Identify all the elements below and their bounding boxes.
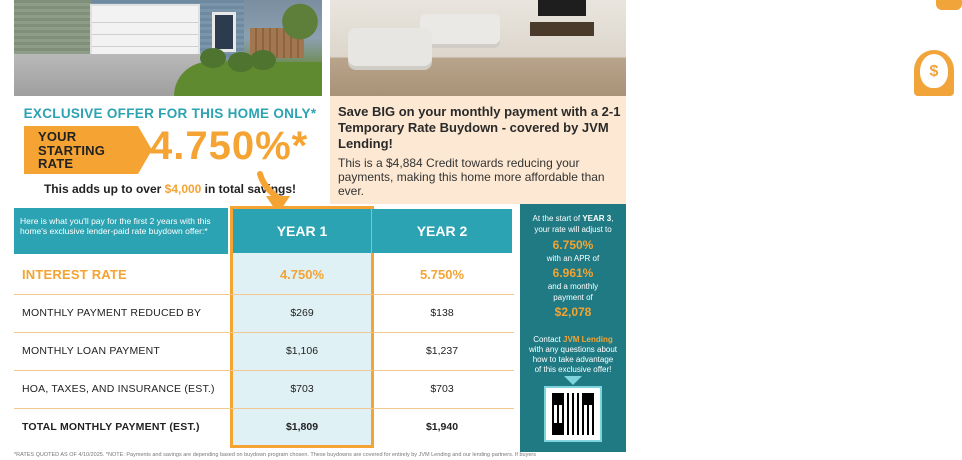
sidebar-line: how to take advantage (532, 355, 614, 364)
row-label: HOA, TAXES, AND INSURANCE (EST.) (22, 383, 215, 395)
sofa (348, 28, 432, 66)
year1-value: $1,106 (285, 345, 319, 357)
offer-heading: EXCLUSIVE OFFER FOR THIS HOME ONLY* (23, 106, 317, 121)
sidebar-apr: 6.961% (552, 266, 594, 280)
rate-label-line: STARTING (38, 142, 106, 158)
table-row-payment-reduced (14, 294, 514, 332)
year2-value: $138 (430, 307, 454, 319)
living-room-photo (330, 0, 939, 96)
sidebar-payment: $2,078 (554, 305, 592, 319)
money-bag-badge (914, 50, 954, 96)
tv (538, 0, 586, 16)
year1-value: $1,809 (285, 421, 319, 433)
year1-header: YEAR 1 (233, 209, 371, 253)
sidebar-intro: At the start of YEAR 3, (532, 214, 614, 223)
year3-sidebar (520, 204, 626, 452)
table-row-hoa-taxes (14, 370, 514, 408)
year1-value: $269 (290, 307, 314, 319)
house-exterior-photo (14, 0, 322, 96)
row-label: INTEREST RATE (22, 267, 127, 282)
year2-value: $1,237 (425, 345, 459, 357)
bush (200, 48, 226, 68)
savings-prefix: This adds up to over (43, 182, 165, 196)
savings-suffix: in total savings! (201, 182, 297, 196)
front-door (212, 12, 236, 52)
year2-header: YEAR 2 (372, 209, 512, 253)
rate-label-line: RATE (38, 156, 74, 171)
year2-value: $1,940 (425, 421, 459, 433)
sidebar-rate: 6.750% (552, 238, 594, 252)
sidebar-line: with any questions about (528, 345, 618, 354)
house-siding-side (14, 0, 92, 60)
disclaimer: *RATES QUOTED AS OF 4/10/2025. *NOTE: Payments and savings are depending based on buydown program chosen. These buydowns are covered for entirely by JVM Lending and our lending partners. If buyers (14, 452, 536, 458)
qr-code[interactable] (544, 386, 602, 442)
starting-rate-label (38, 130, 105, 171)
qr-pointer-icon (564, 376, 582, 385)
starting-rate-value: 4.750%* (150, 124, 309, 168)
bush (250, 50, 276, 70)
tv-stand (530, 22, 594, 36)
year1-value: $703 (290, 383, 314, 395)
table-row-interest-rate (14, 256, 514, 294)
promo-title: Save BIG on your monthly payment with a 2-1 Temporary Rate Buydown - covered by JVM Lending! (338, 104, 621, 151)
sidebar-year3: YEAR 3 (582, 214, 612, 223)
sidebar-line: your rate will adjust to (534, 225, 612, 234)
contact-name: JVM Lending (563, 335, 613, 344)
tree (278, 0, 322, 54)
qr-code-icon (552, 393, 594, 435)
sofa-back (420, 14, 500, 44)
corner-tab (936, 0, 962, 10)
year1-value: 4.750% (279, 267, 325, 282)
row-label: MONTHLY LOAN PAYMENT (22, 345, 160, 357)
payment-table (14, 204, 626, 456)
year2-value: 5.750% (419, 267, 465, 282)
sidebar-line: Contact (533, 335, 563, 344)
table-intro: Here is what you'll pay for the first 2 years with this home's exclusive lender-paid rate buydown offer:* (14, 208, 228, 254)
sidebar-line: and a monthly (547, 282, 599, 291)
row-label: MONTHLY PAYMENT REDUCED BY (22, 307, 202, 319)
rate-label-line: YOUR (38, 129, 77, 144)
sidebar-line: payment of (553, 293, 593, 302)
sidebar-line: At the start of (532, 214, 583, 223)
row-label: TOTAL MONTHLY PAYMENT (EST.) (22, 421, 200, 433)
table-row-total (14, 408, 514, 446)
starting-rate-label-box (24, 126, 138, 174)
garage-door (90, 4, 200, 56)
table-row-loan-payment (14, 332, 514, 370)
sidebar-contact (520, 335, 626, 345)
promo-body: This is a $4,884 Credit towards reducing your payments, making this home more affordable than ever. (338, 156, 605, 198)
sidebar-line: with an APR of (546, 254, 600, 263)
savings-amount: $4,000 (164, 182, 202, 196)
money-bag-icon: $ (920, 54, 948, 88)
year2-value: $703 (430, 383, 454, 395)
sidebar-line: of this exclusive offer! (534, 365, 612, 374)
promo-panel (330, 96, 626, 204)
